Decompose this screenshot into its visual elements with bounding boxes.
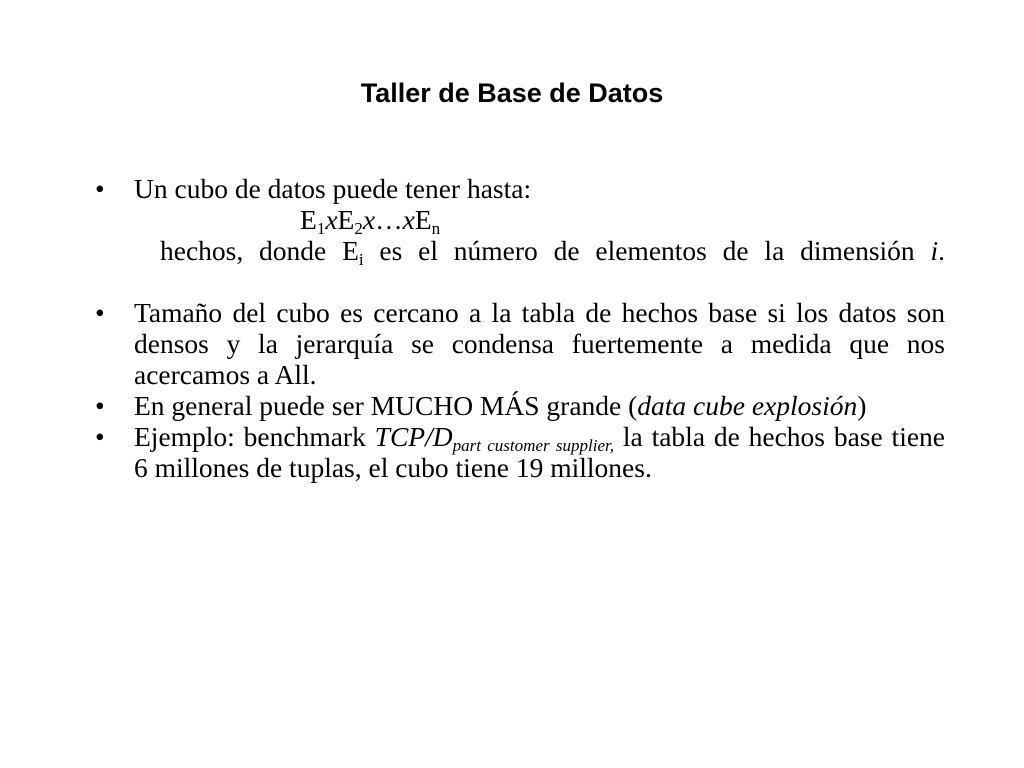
bullet-item-2 — [95, 297, 945, 390]
desc-text-before: hechos, donde E — [160, 235, 359, 266]
formula-x2: x — [362, 204, 376, 235]
formula-ellipsis: … — [375, 204, 403, 235]
formula-e1: E — [300, 204, 317, 235]
bullet-dot: • — [95, 297, 105, 328]
desc-sub-i: i — [358, 249, 364, 269]
bullet-4-text-after: la tabla de hechos base tiene 6 millones de tuplas, el cubo tiene 19 millones. — [134, 421, 945, 483]
formula-x1: x — [325, 204, 338, 235]
formula-en: E — [414, 204, 432, 235]
bullet-2-text: Tamaño del cubo es cercano a la tabla de hechos base si los datos son densos y la jerarquía se condensa fuertemente a medida que nos acercamos a All. — [134, 297, 945, 390]
dimension-product-formula — [134, 204, 945, 238]
bullet-3-text-after: ) — [857, 390, 867, 421]
bullet-dot: • — [95, 421, 105, 452]
formula-sub-1: 1 — [316, 218, 326, 238]
bullet-dot: • — [95, 173, 105, 204]
bullet-4-sub-italic: part customer supplier, — [452, 435, 615, 455]
bullet-list — [95, 173, 945, 483]
bullet-4-text-before: Ejemplo: benchmark — [134, 421, 375, 452]
bullet-1-description — [134, 235, 945, 297]
desc-italic-i: i — [930, 235, 939, 266]
formula-sub-n: n — [431, 218, 441, 238]
formula-sub-2: 2 — [354, 218, 363, 238]
bullet-dot: • — [95, 390, 105, 421]
bullet-3-italic-2: explosión — [751, 390, 858, 421]
formula-e2: E — [337, 204, 355, 235]
bullet-item-4 — [95, 421, 945, 483]
bullet-1-intro: Un cubo de datos puede tener hasta: — [134, 173, 532, 204]
desc-text-middle: es el número de elementos de la dimensión — [363, 235, 931, 266]
bullet-4-italic-tcpd: TCP/D — [374, 421, 453, 452]
desc-text-end: . — [938, 235, 945, 266]
bullet-3-text-before: En general puede ser MUCHO MÁS grande ( — [134, 390, 638, 421]
slide-title: Taller de Base de Datos — [360, 78, 664, 108]
bullet-3-italic-1: data cube — [637, 390, 745, 421]
bullet-item-1 — [95, 173, 945, 297]
bullet-item-3 — [95, 390, 945, 421]
formula-x3: x — [402, 204, 415, 235]
